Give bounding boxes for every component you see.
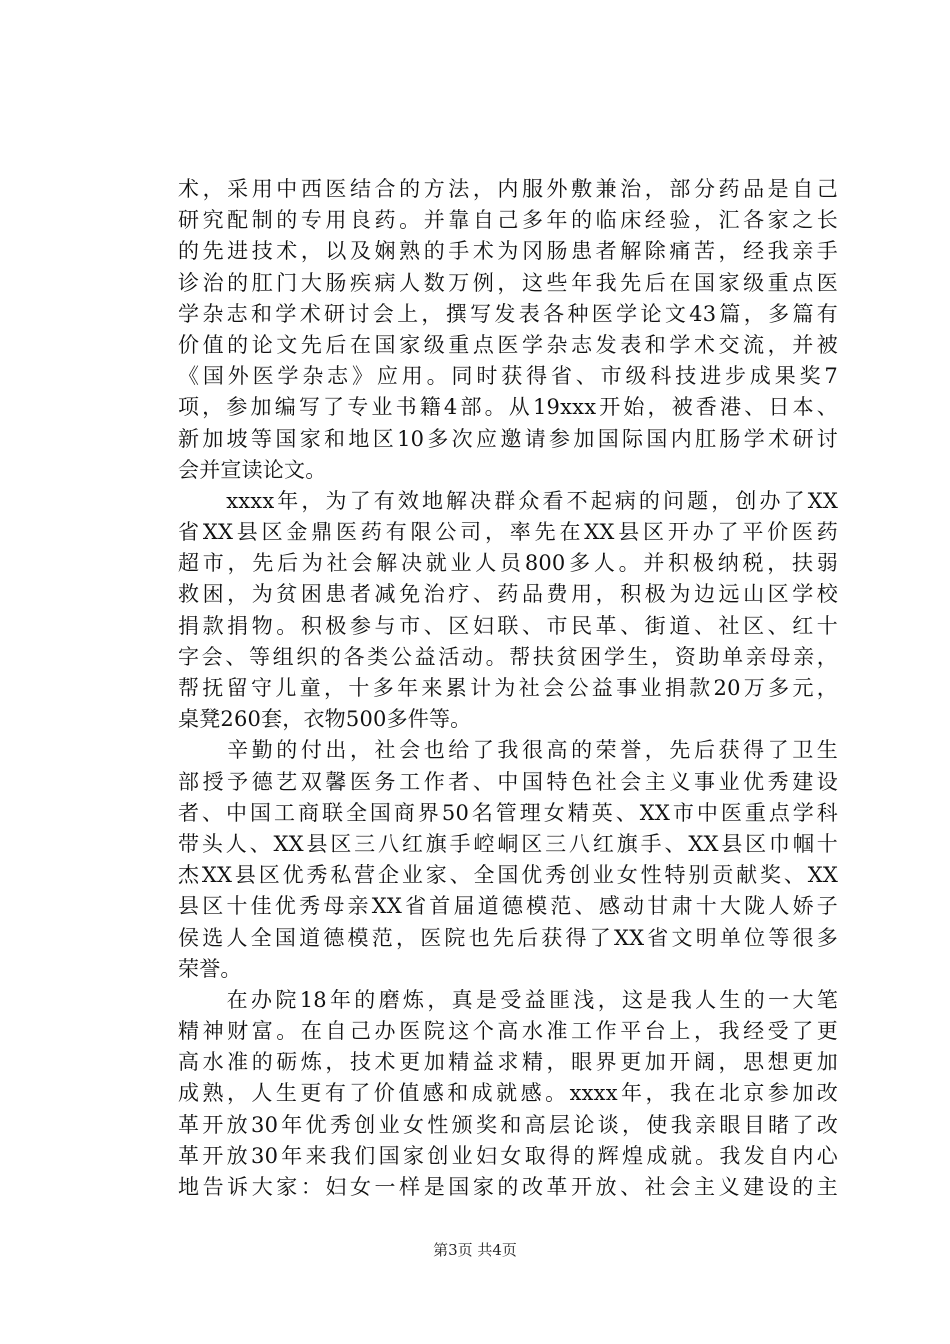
text-line: 成熟，人生更有了价值感和成就感。xxxx年，我在北京参加改 [178, 1081, 838, 1106]
text-line: 字会、等组织的各类公益活动。帮扶贫困学生，资助单亲母亲， [178, 644, 838, 669]
text-line: 会并宣读论文。 [178, 457, 327, 482]
text-line: 县区十佳优秀母亲XX省首届道德模范、感动甘肃十大陇人娇子 [178, 894, 838, 919]
text-line: 带头人、XX县区三八红旗手崆峒区三八红旗手、XX县区巾帼十 [178, 831, 838, 856]
text-line: 杰XX县区优秀私营企业家、全国优秀创业女性特别贡献奖、XX [178, 863, 838, 888]
body-text [178, 174, 838, 1203]
text-line: 研究配制的专用良药。并靠自己多年的临床经验，汇各家之长 [178, 208, 838, 233]
text-line: 术，采用中西医结合的方法，内服外敷兼治，部分药品是自己 [178, 177, 838, 201]
text-line: 项，参加编写了专业书籍4部。从19xxx开始，被香港、日本、 [178, 395, 838, 420]
text-line: 革开放30年优秀创业女性颁奖和高层论谈，使我亲眼目睹了改 [178, 1112, 838, 1137]
text-line: 在办院18年的磨炼，真是受益匪浅，这是我人生的一大笔 [178, 987, 838, 1012]
text-line: 新加坡等国家和地区10多次应邀请参加国际国内肛肠学术研讨 [178, 426, 838, 451]
text-line: 高水准的砺炼，技术更加精益求精，眼界更加开阔，思想更加 [178, 1050, 838, 1075]
text-line: 省XX县区金鼎医药有限公司，率先在XX县区开办了平价医药 [178, 520, 838, 545]
text-line: 《国外医学杂志》应用。同时获得省、市级科技进步成果奖7 [178, 364, 838, 389]
text-line: 超市，先后为社会解决就业人员800多人。并积极纳税，扶弱 [178, 551, 838, 576]
text-line: 部授予德艺双馨医务工作者、中国特色社会主义事业优秀建设 [178, 769, 838, 794]
text-line: xxxx年，为了有效地解决群众看不起病的问题，创办了XX [178, 488, 838, 513]
text-line: 价值的论文先后在国家级重点医学杂志发表和学术交流，并被 [178, 332, 838, 357]
text-line: 的先进技术，以及娴熟的手术为冈肠患者解除痛苦，经我亲手 [178, 239, 838, 264]
text-line: 者、中国工商联全国商界50名管理女精英、XX市中医重点学科 [178, 800, 838, 825]
text-line: 捐款捐物。积极参与市、区妇联、市民革、街道、社区、红十 [178, 613, 838, 638]
text-line: 精神财富。在自己办医院这个高水准工作平台上，我经受了更 [178, 1019, 838, 1044]
text-line: 帮抚留守儿童，十多年来累计为社会公益事业捐款20万多元， [178, 676, 838, 700]
text-line: 地告诉大家：妇女一样是国家的改革开放、社会主义建设的主 [178, 1175, 838, 1199]
text-line: 桌凳260套，衣物500多件等。 [178, 707, 472, 732]
text-line: 革开放30年来我们国家创业妇女取得的辉煌成就。我发自内心 [178, 1143, 838, 1168]
text-line: 诊治的肛门大肠疾病人数万例，这些年我先后在国家级重点医 [178, 270, 838, 295]
text-line: 侯选人全国道德模范，医院也先后获得了XX省文明单位等很多 [178, 925, 838, 950]
text-line: 学杂志和学术研讨会上，撰写发表各种医学论文43篇，多篇有 [178, 301, 838, 326]
page-footer: 第3页 共4页 [433, 1241, 517, 1259]
text-line: 救困，为贫困患者减免治疗、药品费用，积极为边远山区学校 [178, 582, 838, 607]
text-line: 辛勤的付出，社会也给了我很高的荣誉，先后获得了卫生 [178, 738, 838, 763]
text-line: 荣誉。 [178, 956, 242, 981]
